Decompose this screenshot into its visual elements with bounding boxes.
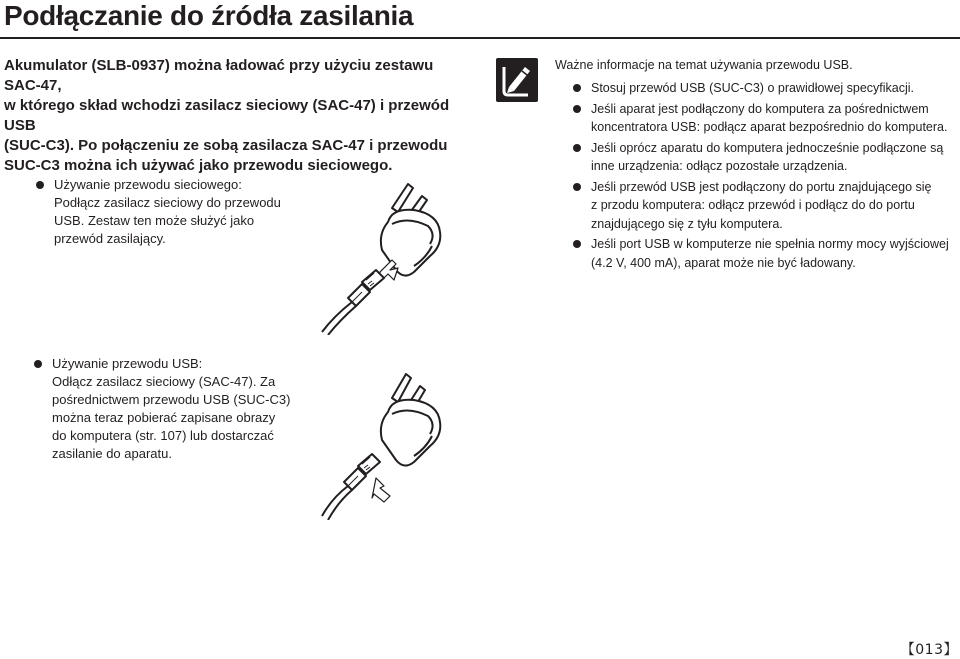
note-item: [573, 139, 958, 176]
ac-usage-line: USB. Zestaw ten może służyć jako: [54, 213, 255, 228]
ac-adapter-connected-illustration: [318, 180, 463, 335]
note-item: [573, 235, 958, 272]
ac-usage-bullet: [36, 176, 286, 248]
note-line: znajdującego się z tyłu komputera.: [591, 216, 783, 231]
note-item: [573, 178, 958, 234]
title-rule: [0, 37, 960, 39]
page-number: 【013】: [900, 642, 958, 658]
note-line: Jeśli przewód USB jest podłączony do portu znajdującego się: [591, 179, 932, 194]
bullet-dot-icon: [573, 183, 581, 191]
usb-usage-text: [34, 355, 299, 463]
note-pencil-icon: [495, 57, 539, 103]
usb-usage-line: Używanie przewodu USB:: [52, 356, 203, 371]
note-line: Jeśli port USB w komputerze nie spełnia normy mocy wyjściowej: [591, 237, 949, 251]
intro-line: SUC-C3 można ich używać jako przewodu sieciowego.: [4, 157, 393, 174]
usb-usage-line: można teraz pobierać zapisane obrazy: [52, 410, 276, 425]
note-item: [573, 79, 958, 98]
intro-paragraph: [4, 56, 474, 176]
bullet-dot-icon: [573, 144, 581, 152]
note-line: Stosuj przewód USB (SUC-C3) o prawidłowej specyfikacji.: [591, 81, 915, 95]
usb-usage-line: pośrednictwem przewodu USB (SUC-C3): [52, 392, 291, 407]
usb-usage-line: Odłącz zasilacz sieciowy (SAC-47). Za: [52, 374, 276, 389]
note-line: (4.2 V, 400 mA), aparat może nie być ładowany.: [591, 255, 856, 270]
bullet-dot-icon: [573, 105, 581, 113]
usb-usage-line: do komputera (str. 107) lub dostarczać: [52, 428, 274, 443]
note-line: Jeśli oprócz aparatu do komputera jednocześnie podłączone są: [591, 140, 944, 155]
ac-usage-line: Podłącz zasilacz sieciowy do przewodu: [54, 195, 281, 210]
bullet-dot-icon: [573, 84, 581, 92]
note-line: z przodu komputera: odłącz przewód i podłącz do do portu: [591, 198, 915, 212]
intro-line: (SUC-C3). Po połączeniu ze sobą zasilacza SAC-47 i przewodu: [4, 137, 448, 154]
note-list: [573, 79, 958, 274]
note-line: inne urządzenia: odłącz pozostałe urządzenia.: [591, 159, 848, 173]
bullet-dot-icon: [573, 240, 581, 248]
bullet-dot-icon: [34, 360, 42, 368]
usb-usage-bullet: [34, 355, 299, 463]
ac-usage-line: przewód zasilający.: [54, 231, 166, 246]
note-title: Ważne informacje na temat używania przewodu USB.: [555, 58, 853, 72]
note-line: koncentratora USB: podłącz aparat bezpośrednio do komputera.: [591, 120, 948, 134]
bullet-dot-icon: [36, 181, 44, 189]
intro-line: w którego skład wchodzi zasilacz sieciowy (SAC-47) i przewód USB: [4, 97, 450, 134]
page-title: Podłączanie do źródła zasilania: [4, 0, 414, 31]
ac-adapter-disconnected-illustration: [318, 370, 463, 520]
ac-usage-line: Używanie przewodu sieciowego:: [54, 177, 242, 192]
note-line: Jeśli aparat jest podłączony do komputera za pośrednictwem: [591, 101, 929, 116]
usb-usage-line: zasilanie do aparatu.: [52, 446, 172, 461]
intro-line: Akumulator (SLB-0937) można ładować przy użyciu zestawu SAC-47,: [4, 57, 434, 94]
note-item: [573, 100, 958, 137]
ac-usage-text: [36, 176, 286, 248]
